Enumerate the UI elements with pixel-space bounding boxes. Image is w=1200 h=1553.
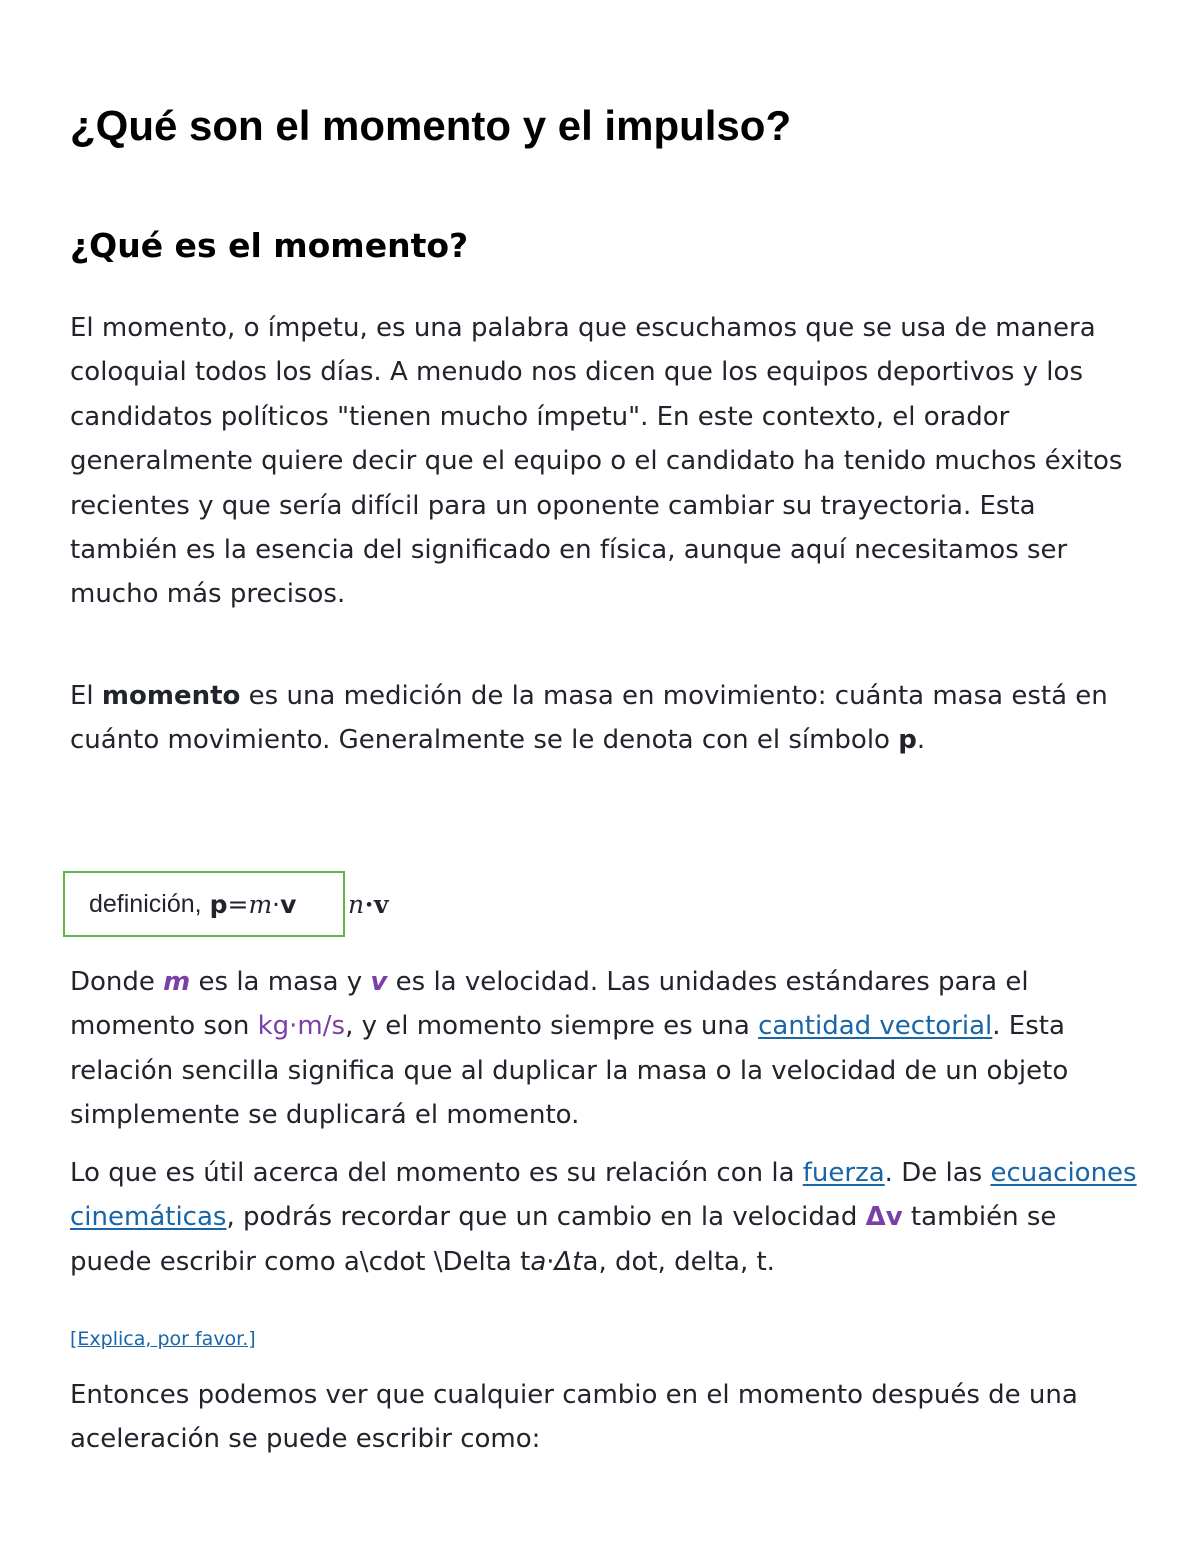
velocity-symbol: v [370,967,388,997]
momentum-term: momento [101,681,241,711]
formula-overflow-text: n⋅v [348,890,389,919]
momentum-definition-paragraph: El momento es una medición de la masa en movimiento: cuánta masa está en cuánto movimiento. Generalmente se le denota con el símbolo p. [70,681,1108,756]
momentum-symbol: p [898,725,917,756]
intro-paragraph: El momento, o ímpetu, es una palabra que escuchamos que se usa de manera coloquial todos los días. A menudo nos dicen que los equipos deportivos y los candidatos políticos "tienen mucho ímpetu". En este contexto, el orador generalmente quiere decir que el equipo o el candidato ha tenido muchos éxitos recientes y que sería difícil para un oponente cambiar su trayectoria. Esta también es la esencia del significado en física, aunque aquí necesitamos ser mucho más precisos. [70,313,1123,610]
explain-please-link[interactable]: [Explica, por favor.] [70,1328,256,1350]
section-heading: ¿Qué es el momento? [70,226,469,265]
conclusion-paragraph: Entonces podemos ver que cualquier cambio en el momento después de una aceleración se puede escribir como: [70,1380,1078,1455]
mass-symbol: m [163,967,191,997]
vector-quantity-link[interactable]: cantidad vectorial [758,1011,993,1042]
delta-v-symbol: Δv [865,1202,903,1233]
definition-tooltip-box [63,871,345,937]
momentum-formula: p=m⋅v [209,889,297,919]
kinematic-equations-link[interactable]: ecuaciones cinemáticas [70,1158,1137,1233]
force-link[interactable]: fuerza [802,1158,885,1188]
acceleration-time-expression: a⋅Δt [530,1246,583,1277]
page-title: ¿Qué son el momento y el impulso? [70,102,792,149]
momentum-units: kg⋅m/s [257,1011,346,1042]
definition-label: definición, [89,889,202,918]
units-paragraph: Donde m es la masa y v es la velocidad. Las unidades estándares para el momento son kg⋅m/s, y el momento siempre es una cantidad vectorial. Esta relación sencilla significa que al duplicar la masa o la velocidad de un objeto simplemente se duplicará el momento. [70,967,1069,1131]
force-relation-paragraph: Lo que es útil acerca del momento es su relación con la fuerza. De las ecuaciones cinemáticas, podrás recordar que un cambio en la velocidad Δv también se puede escribir como a\cdot \Delta ta⋅Δta, dot, delta, t. [70,1158,1137,1277]
